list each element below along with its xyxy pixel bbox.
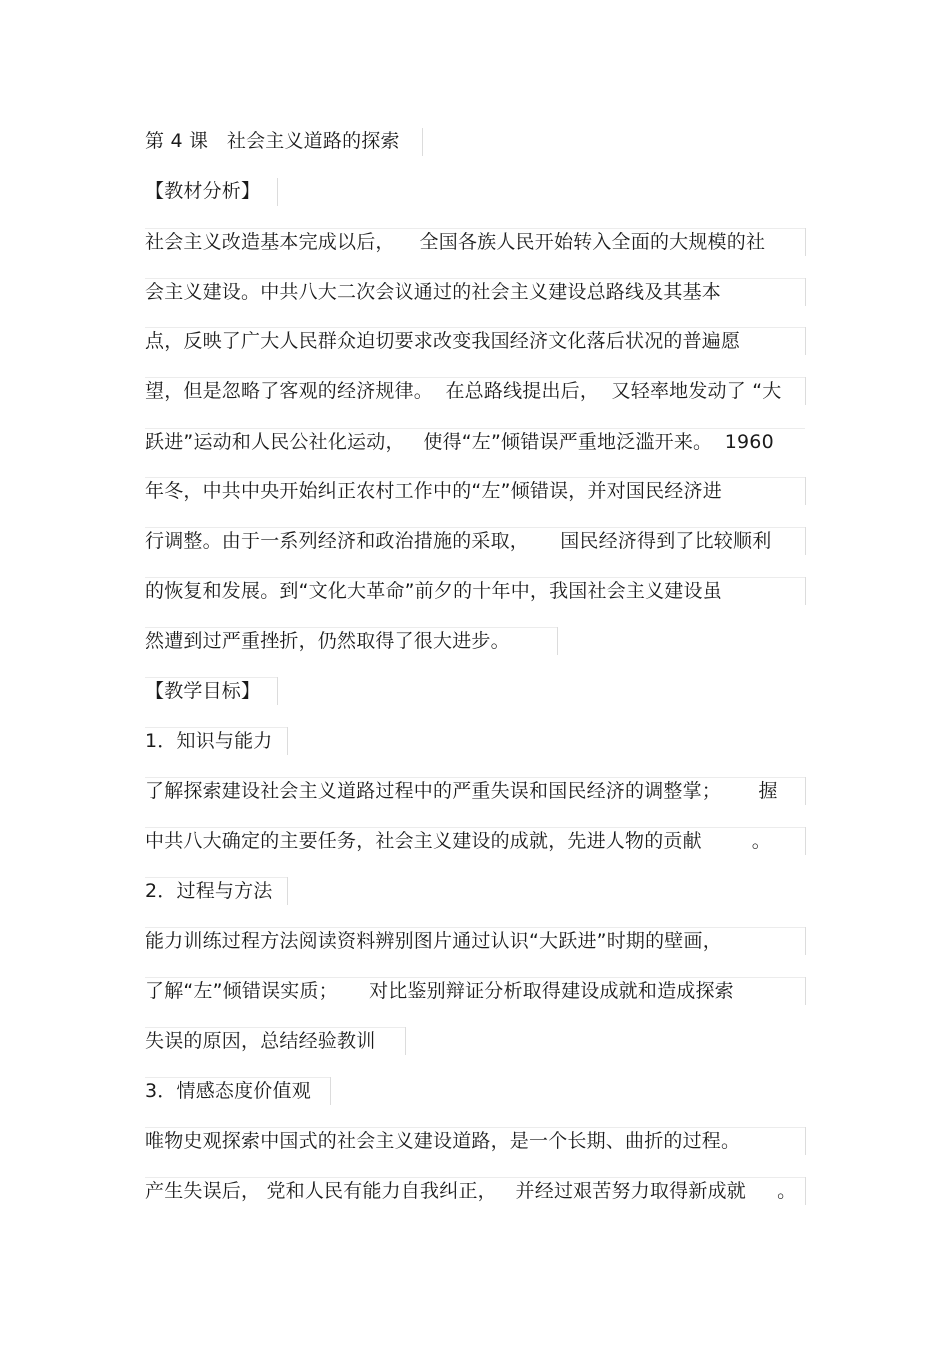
text-box-edge xyxy=(145,627,557,628)
text-box-edge xyxy=(557,627,558,655)
goal-knowledge-line: 了解探索建设社会主义道路过程中的严重失误和国民经济的调整掌； 握 xyxy=(145,780,778,802)
goal-process-line: 能力训练过程方法阅读资料辨别图片通过认识“大跃进”时期的壁画， xyxy=(145,930,722,952)
text-box-edge xyxy=(805,927,806,955)
text-box-edge xyxy=(145,327,805,328)
text-box-edge xyxy=(145,677,277,678)
text-box-edge xyxy=(805,527,806,555)
text-box-edge xyxy=(145,977,805,978)
analysis-line: 的恢复和发展。到“文化大革命”前夕的十年中，我国社会主义建设虽 xyxy=(145,580,722,602)
text-box-edge xyxy=(805,577,806,605)
text-box-edge xyxy=(405,1027,406,1055)
text-box-edge xyxy=(145,278,805,279)
text-box-edge xyxy=(805,278,806,306)
text-box-edge xyxy=(145,927,805,928)
text-box-edge xyxy=(145,1077,330,1078)
text-box-edge xyxy=(145,1177,805,1178)
text-box-edge xyxy=(145,228,805,229)
text-box-edge xyxy=(145,577,805,578)
goal-heading-knowledge: 1．知识与能力 xyxy=(145,730,273,752)
text-box-edge xyxy=(145,377,805,378)
text-box-edge xyxy=(145,827,805,828)
text-box-edge xyxy=(145,428,805,429)
section-heading-goals: 【教学目标】 xyxy=(145,680,261,702)
goal-heading-process: 2．过程与方法 xyxy=(145,880,273,902)
goal-heading-attitude: 3．情感态度价值观 xyxy=(145,1080,311,1102)
text-box-edge xyxy=(805,777,806,805)
section-heading-analysis: 【教材分析】 xyxy=(145,180,261,202)
text-box-edge xyxy=(145,777,805,778)
text-box-edge xyxy=(805,827,806,855)
analysis-line: 会主义建设。中共八大二次会议通过的社会主义建设总路线及其基本 xyxy=(145,281,722,303)
goal-attitude-line: 唯物史观探索中国式的社会主义建设道路，是一个长期、曲折的过程。 xyxy=(145,1130,741,1152)
text-box-edge xyxy=(805,377,806,405)
analysis-line: 然遭到过严重挫折，仍然取得了很大进步。 xyxy=(145,630,510,652)
text-box-edge xyxy=(277,677,278,705)
analysis-line: 望，但是忽略了客观的经济规律。 在总路线提出后， 又轻率地发动了 “大 xyxy=(145,380,782,402)
lesson-title: 第 4 课 社会主义道路的探索 xyxy=(145,130,400,152)
text-box-edge xyxy=(145,1127,805,1128)
text-box-edge xyxy=(805,1127,806,1155)
text-box-edge xyxy=(330,1077,331,1105)
text-box-edge xyxy=(805,477,806,505)
text-box-edge xyxy=(145,477,805,478)
text-box-edge xyxy=(805,977,806,1005)
analysis-line: 跃进”运动和人民公社化运动， 使得“左”倾错误严重地泛滥开来。 1960 xyxy=(145,431,774,453)
text-box-edge xyxy=(805,228,806,256)
text-box-edge xyxy=(145,1027,405,1028)
text-box-edge xyxy=(422,128,423,156)
analysis-line: 年冬，中共中央开始纠正农村工作中的“左”倾错误，并对国民经济进 xyxy=(145,480,722,502)
text-box-edge xyxy=(287,877,288,905)
text-box-edge xyxy=(145,877,287,878)
goal-knowledge-line: 中共八大确定的主要任务，社会主义建设的成就，先进人物的贡献 。 xyxy=(145,830,771,852)
goal-process-line: 失误的原因，总结经验教训 xyxy=(145,1030,376,1052)
text-box-edge xyxy=(805,327,806,355)
text-box-edge xyxy=(805,1177,806,1205)
text-box-edge xyxy=(287,727,288,755)
analysis-line: 行调整。由于一系列经济和政治措施的采取， 国民经济得到了比较顺利 xyxy=(145,530,772,552)
analysis-line: 点，反映了广大人民群众迫切要求改变我国经济文化落后状况的普遍愿 xyxy=(145,330,741,352)
goal-process-line: 了解“左”倾错误实质； 对比鉴别辩证分析取得建设成就和造成探索 xyxy=(145,980,734,1002)
text-box-edge xyxy=(145,527,805,528)
text-box-edge xyxy=(145,727,287,728)
analysis-line: 社会主义改造基本完成以后， 全国各族人民开始转入全面的大规模的社 xyxy=(145,231,766,253)
goal-attitude-line: 产生失误后， 党和人民有能力自我纠正， 并经过艰苦努力取得新成就 。 xyxy=(145,1180,797,1202)
text-box-edge xyxy=(277,178,278,206)
